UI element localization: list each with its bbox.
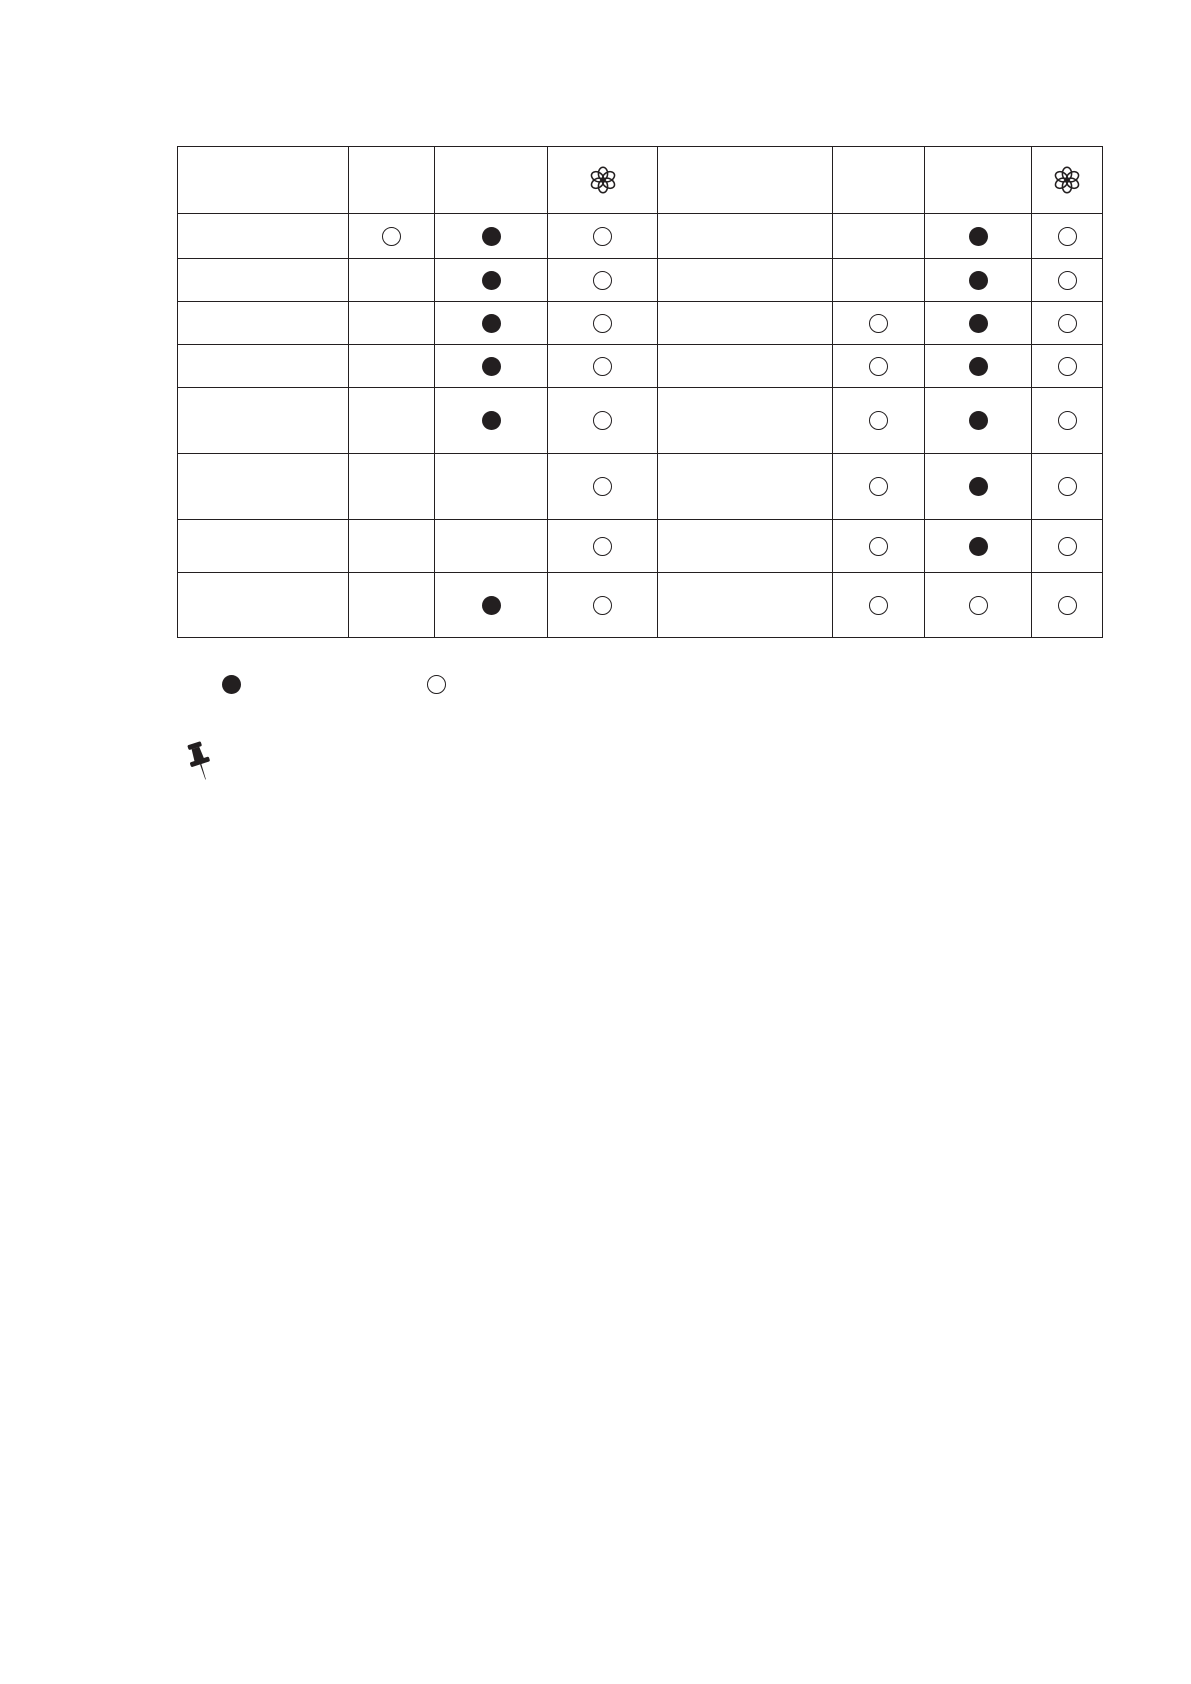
hollow-circle-icon (869, 477, 888, 496)
filled-circle-icon (969, 537, 988, 556)
header-cell (548, 147, 658, 214)
filled-circle-icon (482, 596, 501, 615)
table-cell (178, 259, 349, 302)
table-row (178, 454, 1103, 520)
table-row (178, 345, 1103, 388)
table-cell (349, 454, 435, 520)
table-cell (1032, 520, 1103, 573)
table-cell (548, 259, 658, 302)
table-cell (178, 302, 349, 345)
hollow-circle-icon (1058, 271, 1077, 290)
header-cell (833, 147, 925, 214)
header-cell (658, 147, 833, 214)
hollow-circle-icon (427, 675, 446, 694)
table-cell (1032, 454, 1103, 520)
header-cell (349, 147, 435, 214)
table-cell (658, 388, 833, 454)
table-cell (435, 302, 548, 345)
hollow-circle-icon (593, 227, 612, 246)
hollow-circle-icon (593, 271, 612, 290)
table-cell (349, 259, 435, 302)
hollow-circle-icon (869, 357, 888, 376)
table-cell (435, 454, 548, 520)
table-cell (1032, 259, 1103, 302)
legend-item-hollow (427, 675, 446, 694)
hollow-circle-icon (593, 477, 612, 496)
table-cell (925, 214, 1032, 259)
filled-circle-icon (222, 675, 241, 694)
flower-icon (1052, 165, 1082, 195)
table-cell (658, 454, 833, 520)
table-cell (349, 302, 435, 345)
table-cell (658, 520, 833, 573)
hollow-circle-icon (869, 537, 888, 556)
header-cell (925, 147, 1032, 214)
table-cell (925, 520, 1032, 573)
compatibility-table (177, 146, 1103, 638)
hollow-circle-icon (593, 411, 612, 430)
table-cell (1032, 345, 1103, 388)
table-cell (349, 520, 435, 573)
table-cell (349, 214, 435, 259)
table-cell (658, 214, 833, 259)
filled-circle-icon (482, 411, 501, 430)
table-cell (435, 520, 548, 573)
table-cell (548, 520, 658, 573)
table-cell (833, 259, 925, 302)
table-cell (833, 573, 925, 638)
hollow-circle-icon (1058, 537, 1077, 556)
filled-circle-icon (969, 314, 988, 333)
filled-circle-icon (482, 227, 501, 246)
hollow-circle-icon (1058, 477, 1077, 496)
table-cell (833, 345, 925, 388)
table-cell (178, 520, 349, 573)
table-header-row (178, 147, 1103, 214)
table-cell (925, 259, 1032, 302)
table-row (178, 259, 1103, 302)
header-cell (435, 147, 548, 214)
table-cell (833, 520, 925, 573)
table-cell (435, 214, 548, 259)
table-cell (178, 345, 349, 388)
table-cell (548, 454, 658, 520)
hollow-circle-icon (1058, 227, 1077, 246)
table-cell (349, 573, 435, 638)
hollow-circle-icon (1058, 314, 1077, 333)
table-cell (1032, 214, 1103, 259)
table-cell (925, 302, 1032, 345)
table-row (178, 388, 1103, 454)
table-cell (833, 214, 925, 259)
table-cell (658, 302, 833, 345)
filled-circle-icon (969, 227, 988, 246)
table-cell (548, 214, 658, 259)
table-cell (349, 388, 435, 454)
flower-icon (588, 165, 618, 195)
table-cell (833, 388, 925, 454)
hollow-circle-icon (1058, 411, 1077, 430)
table-row (178, 302, 1103, 345)
table-body (178, 147, 1103, 638)
table-row (178, 573, 1103, 638)
header-cell (178, 147, 349, 214)
table-cell (548, 302, 658, 345)
hollow-circle-icon (1058, 357, 1077, 376)
table-cell (833, 302, 925, 345)
table-cell (349, 345, 435, 388)
hollow-circle-icon (593, 596, 612, 615)
table-cell (435, 573, 548, 638)
hollow-circle-icon (593, 357, 612, 376)
hollow-circle-icon (593, 537, 612, 556)
pushpin-icon (186, 740, 216, 784)
table-cell (178, 573, 349, 638)
hollow-circle-icon (593, 314, 612, 333)
filled-circle-icon (969, 357, 988, 376)
hollow-circle-icon (969, 596, 988, 615)
filled-circle-icon (482, 357, 501, 376)
table-cell (925, 454, 1032, 520)
filled-circle-icon (969, 411, 988, 430)
table-row (178, 520, 1103, 573)
table-cell (435, 388, 548, 454)
table-cell (548, 388, 658, 454)
table-cell (1032, 573, 1103, 638)
legend-item-filled (222, 675, 241, 694)
table-cell (548, 345, 658, 388)
table-cell (178, 388, 349, 454)
hollow-circle-icon (869, 596, 888, 615)
hollow-circle-icon (869, 314, 888, 333)
table-cell (178, 454, 349, 520)
table-cell (833, 454, 925, 520)
table-row (178, 214, 1103, 259)
table-cell (435, 345, 548, 388)
table-cell (435, 259, 548, 302)
hollow-circle-icon (869, 411, 888, 430)
header-cell (1032, 147, 1103, 214)
filled-circle-icon (482, 271, 501, 290)
table-cell (178, 214, 349, 259)
table-cell (658, 259, 833, 302)
hollow-circle-icon (1058, 596, 1077, 615)
note (186, 740, 216, 789)
table-cell (1032, 302, 1103, 345)
table-cell (1032, 388, 1103, 454)
filled-circle-icon (969, 271, 988, 290)
table-cell (925, 345, 1032, 388)
table-cell (548, 573, 658, 638)
filled-circle-icon (482, 314, 501, 333)
table-cell (658, 573, 833, 638)
hollow-circle-icon (382, 227, 401, 246)
filled-circle-icon (969, 477, 988, 496)
table-cell (658, 345, 833, 388)
table-cell (925, 388, 1032, 454)
table-cell (925, 573, 1032, 638)
